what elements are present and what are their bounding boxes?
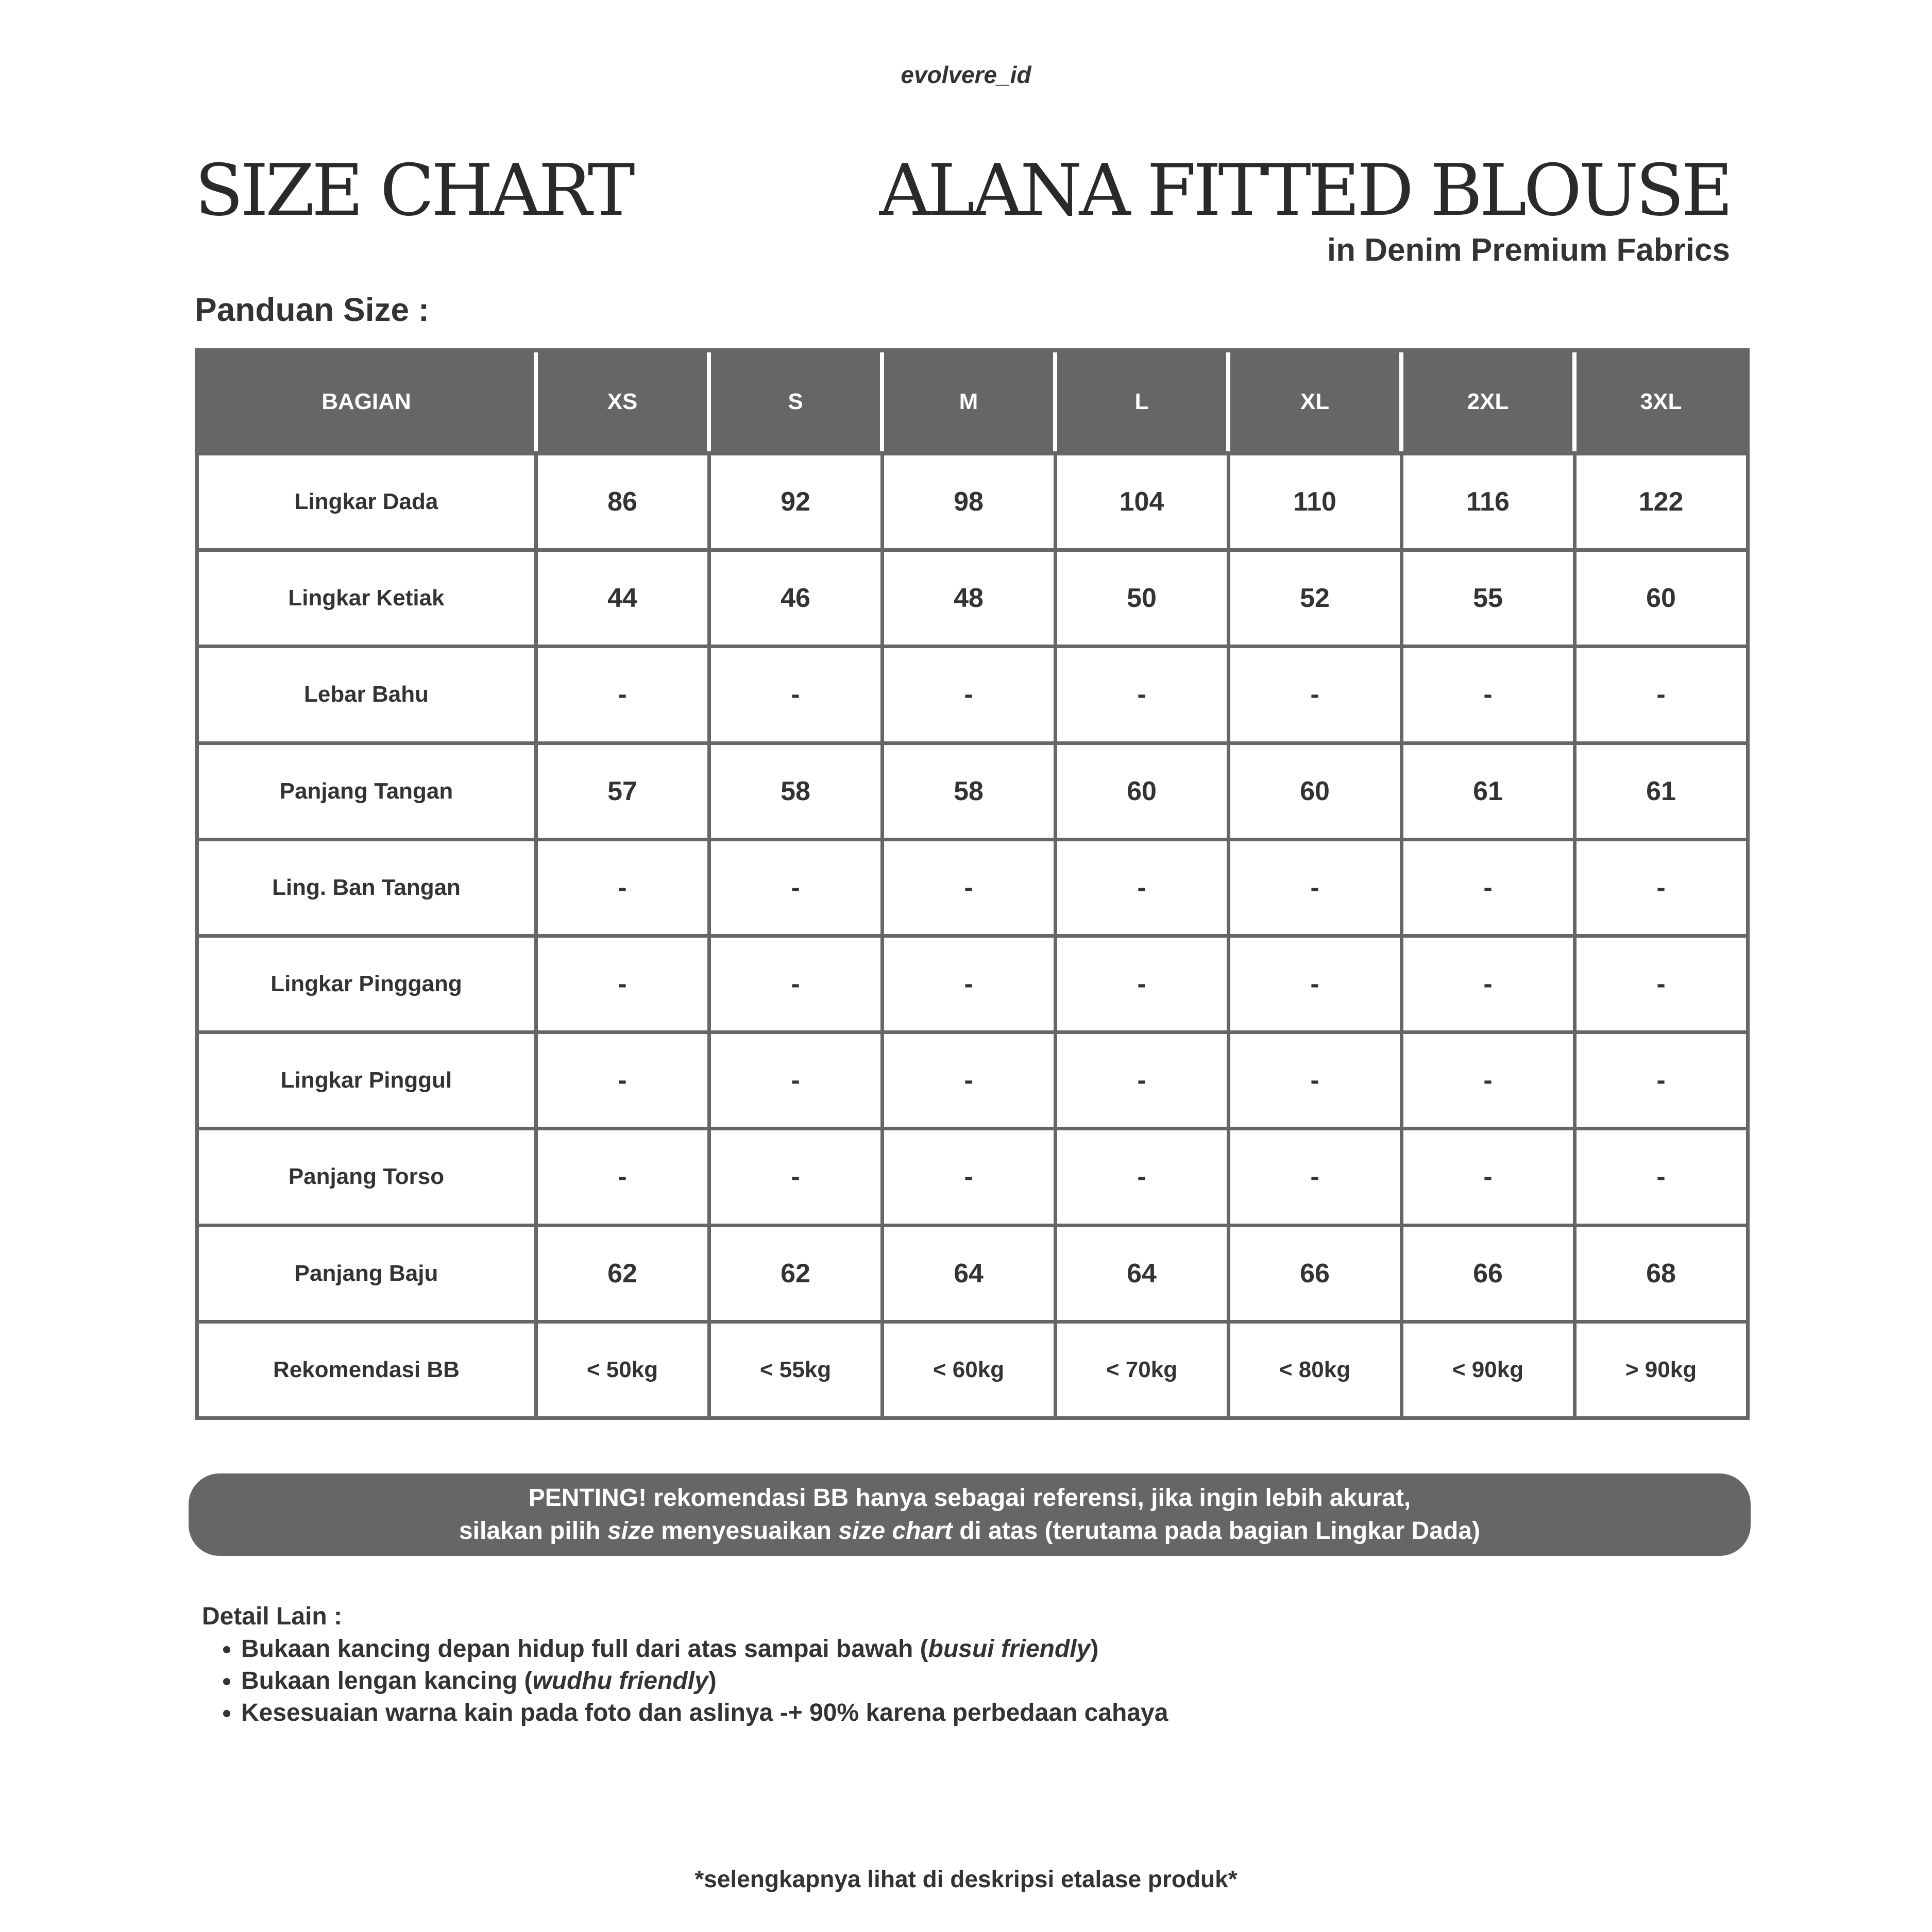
table-cell: 60: [1055, 743, 1228, 839]
notice-text: silakan pilih: [459, 1517, 608, 1545]
table-cell: 98: [882, 453, 1055, 550]
table-cell: -: [1055, 1129, 1228, 1225]
header-s: S: [709, 350, 882, 453]
details-list: [202, 1633, 1168, 1729]
detail-emphasis: wudhu friendly: [532, 1667, 708, 1694]
row-part-label: Lingkar Pinggul: [197, 1032, 536, 1129]
header-xs: XS: [536, 350, 709, 453]
table-cell: 61: [1574, 743, 1748, 839]
detail-text: Bukaan kancing depan hidup full dari atas sampai bawah (: [241, 1635, 928, 1663]
list-item: [241, 1665, 1168, 1697]
list-item: [241, 1697, 1168, 1729]
row-part-label: Panjang Baju: [197, 1225, 536, 1321]
table-row: [197, 839, 1748, 936]
table-cell: -: [709, 647, 882, 743]
table-cell: 104: [1055, 453, 1228, 550]
table-cell: -: [536, 647, 709, 743]
row-part-label: Panjang Tangan: [197, 743, 536, 839]
size-chart-title: SIZE CHART: [195, 149, 632, 232]
table-cell: 110: [1228, 453, 1401, 550]
table-row: [197, 647, 1748, 743]
table-cell: -: [1228, 839, 1401, 936]
table-cell: 66: [1401, 1225, 1574, 1321]
row-part-label: Lingkar Ketiak: [197, 550, 536, 647]
table-cell: -: [1055, 647, 1228, 743]
table-cell: -: [536, 1129, 709, 1225]
table-row: [197, 550, 1748, 647]
table-row: [197, 1032, 1748, 1129]
list-item: [241, 1633, 1168, 1665]
size-table: [195, 348, 1750, 1420]
detail-text: Kesesuaian warna kain pada foto dan aslinya -+ 90% karena perbedaan cahaya: [241, 1699, 1168, 1726]
table-cell: > 90kg: [1574, 1321, 1748, 1418]
table-cell: 60: [1228, 743, 1401, 839]
table-cell: -: [1055, 1032, 1228, 1129]
brand-name: evolvere_id: [901, 61, 1031, 88]
row-part-label: Lingkar Pinggang: [197, 936, 536, 1032]
table-cell: < 90kg: [1401, 1321, 1574, 1418]
table-row: [197, 1129, 1748, 1225]
table-cell: 116: [1401, 453, 1574, 550]
table-cell: 61: [1401, 743, 1574, 839]
table-row: [197, 453, 1748, 550]
table-cell: 57: [536, 743, 709, 839]
table-cell: -: [1401, 647, 1574, 743]
table-cell: 58: [709, 743, 882, 839]
size-guide-label: Panduan Size :: [195, 291, 430, 328]
row-part-label: Lingkar Dada: [197, 453, 536, 550]
table-cell: -: [536, 1032, 709, 1129]
table-cell: 122: [1574, 453, 1748, 550]
table-cell: -: [709, 1129, 882, 1225]
notice-line-2: [189, 1515, 1751, 1548]
detail-text: Bukaan lengan kancing (: [241, 1667, 533, 1694]
table-cell: < 80kg: [1228, 1321, 1401, 1418]
table-cell: -: [709, 839, 882, 936]
table-cell: 62: [536, 1225, 709, 1321]
row-part-label: Panjang Torso: [197, 1129, 536, 1225]
table-cell: -: [1401, 839, 1574, 936]
table-cell: -: [536, 839, 709, 936]
table-row: [197, 1225, 1748, 1321]
table-cell: 68: [1574, 1225, 1748, 1321]
table-cell: < 55kg: [709, 1321, 882, 1418]
table-cell: 62: [709, 1225, 882, 1321]
table-cell: -: [1574, 1032, 1748, 1129]
table-row: [197, 936, 1748, 1032]
table-cell: 60: [1574, 550, 1748, 647]
row-part-label: Rekomendasi BB: [197, 1321, 536, 1418]
table-cell: 46: [709, 550, 882, 647]
table-cell: -: [1574, 936, 1748, 1032]
notice-emphasis: size chart: [838, 1517, 953, 1545]
table-cell: -: [882, 839, 1055, 936]
table-cell: 52: [1228, 550, 1401, 647]
header-m: M: [882, 350, 1055, 453]
table-cell: -: [1401, 1032, 1574, 1129]
table-row: [197, 743, 1748, 839]
table-cell: < 60kg: [882, 1321, 1055, 1418]
table-cell: 44: [536, 550, 709, 647]
table-cell: -: [882, 647, 1055, 743]
table-cell: -: [709, 936, 882, 1032]
product-subtitle: in Denim Premium Fabrics: [1327, 232, 1730, 268]
row-part-label: Ling. Ban Tangan: [197, 839, 536, 936]
table-cell: -: [882, 936, 1055, 1032]
table-cell: 50: [1055, 550, 1228, 647]
table-cell: -: [1228, 936, 1401, 1032]
table-cell: -: [1574, 1129, 1748, 1225]
table-cell: < 70kg: [1055, 1321, 1228, 1418]
header-3xl: 3XL: [1574, 350, 1748, 453]
table-cell: -: [1228, 1032, 1401, 1129]
table-cell: -: [536, 936, 709, 1032]
table-header-row: [197, 350, 1748, 453]
header-part: BAGIAN: [197, 350, 536, 453]
table-cell: -: [1401, 936, 1574, 1032]
header-l: L: [1055, 350, 1228, 453]
header-2xl: 2XL: [1401, 350, 1574, 453]
table-cell: -: [1574, 647, 1748, 743]
product-title: ALANA FITTED BLOUSE: [879, 149, 1730, 232]
notice-emphasis: size: [607, 1517, 654, 1545]
table-cell: 64: [882, 1225, 1055, 1321]
detail-emphasis: busui friendly: [928, 1635, 1091, 1663]
table-cell: 92: [709, 453, 882, 550]
table-cell: -: [1055, 936, 1228, 1032]
details-title: Detail Lain :: [202, 1603, 343, 1630]
table-cell: -: [1228, 1129, 1401, 1225]
table-cell: 48: [882, 550, 1055, 647]
table-cell: -: [1228, 647, 1401, 743]
table-cell: 58: [882, 743, 1055, 839]
notice-text: di atas (terutama pada bagian Lingkar Dada): [952, 1517, 1481, 1545]
important-notice: [189, 1473, 1751, 1556]
row-part-label: Lebar Bahu: [197, 647, 536, 743]
notice-line-1: PENTING! rekomendasi BB hanya sebagai referensi, jika ingin lebih akurat,: [528, 1484, 1411, 1512]
table-cell: -: [1574, 839, 1748, 936]
table-cell: < 50kg: [536, 1321, 709, 1418]
header-xl: XL: [1228, 350, 1401, 453]
detail-text: ): [1090, 1635, 1099, 1663]
table-cell: 86: [536, 453, 709, 550]
footer-note: *selengkapnya lihat di deskripsi etalase produk*: [694, 1866, 1238, 1892]
table-cell: -: [1055, 839, 1228, 936]
table-cell: -: [709, 1032, 882, 1129]
notice-text: menyesuaikan: [654, 1517, 839, 1545]
table-cell: -: [1401, 1129, 1574, 1225]
table-cell: 64: [1055, 1225, 1228, 1321]
table-cell: 66: [1228, 1225, 1401, 1321]
table-cell: 55: [1401, 550, 1574, 647]
table-cell: -: [882, 1129, 1055, 1225]
table-row: [197, 1321, 1748, 1418]
table-cell: -: [882, 1032, 1055, 1129]
detail-text: ): [708, 1667, 717, 1694]
